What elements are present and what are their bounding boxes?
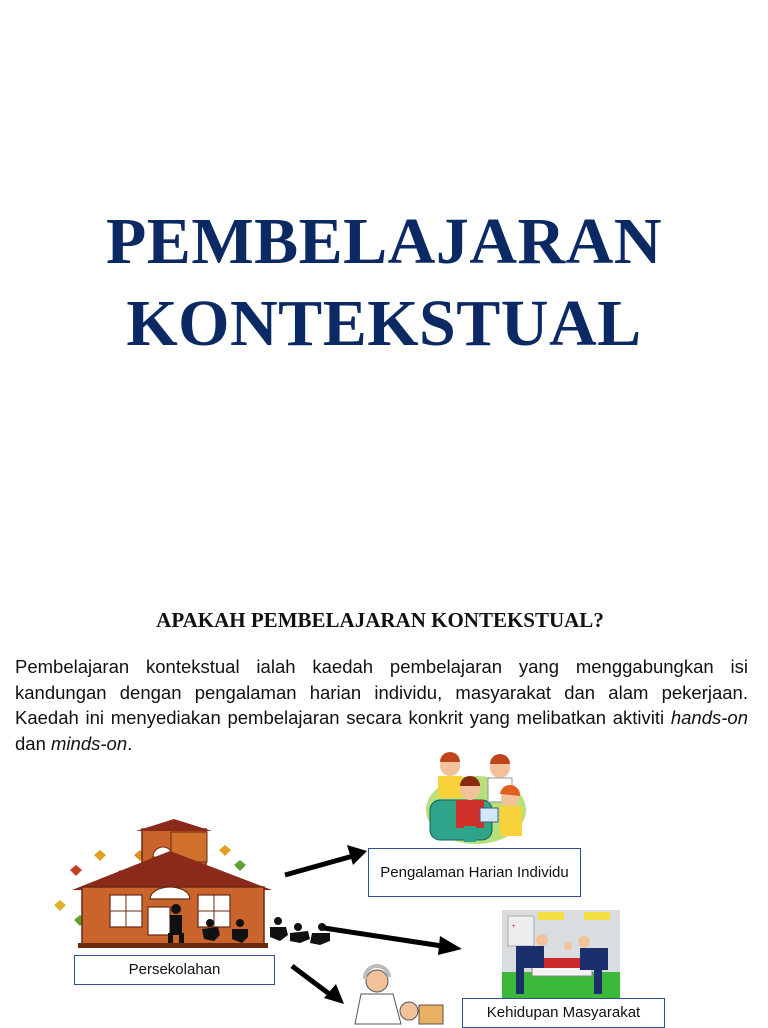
- doctor-clipart: [345, 965, 445, 1024]
- arrow-school-to-workplace: [290, 962, 350, 1008]
- personal-experience-box: [368, 848, 581, 897]
- community-life-label: Kehidupan Masyarakat: [486, 1004, 641, 1021]
- arrow-school-to-personal: [283, 845, 373, 880]
- section-heading: APAKAH PEMBELAJARAN KONTEKSTUAL?: [156, 608, 604, 632]
- personal-experience-label: Pengalaman Harian Individu: [380, 863, 569, 881]
- slide-title-line-2: KONTEKSTUAL: [126, 287, 642, 360]
- paragraph-text: Pembelajaran kontekstual ialah kaedah pembelajaran yang menggabungkan isi kandungan dengan pengalaman harian individu, masyarakat dan alam pekerjaan. Kaedah ini menyediakan pembelajaran secara konkrit yang melibatkan aktiviti: [15, 656, 748, 728]
- svg-text:+: +: [512, 924, 516, 930]
- term-hands-on: hands-on: [670, 707, 748, 728]
- schooling-label: Persekolahan: [128, 961, 221, 978]
- paragraph-period: .: [127, 732, 133, 754]
- definition-paragraph: [15, 654, 748, 756]
- word-dan: dan: [15, 732, 46, 754]
- slide-title-line-1: PEMBELAJARAN: [105, 205, 662, 278]
- schooling-box: [74, 955, 275, 985]
- ambulance-rescue-clipart: [502, 910, 620, 1000]
- term-minds-on: minds-on: [51, 732, 128, 754]
- family-clipart: [420, 748, 532, 848]
- school-house-clipart: [50, 815, 340, 955]
- arrow-school-to-community: [322, 922, 464, 954]
